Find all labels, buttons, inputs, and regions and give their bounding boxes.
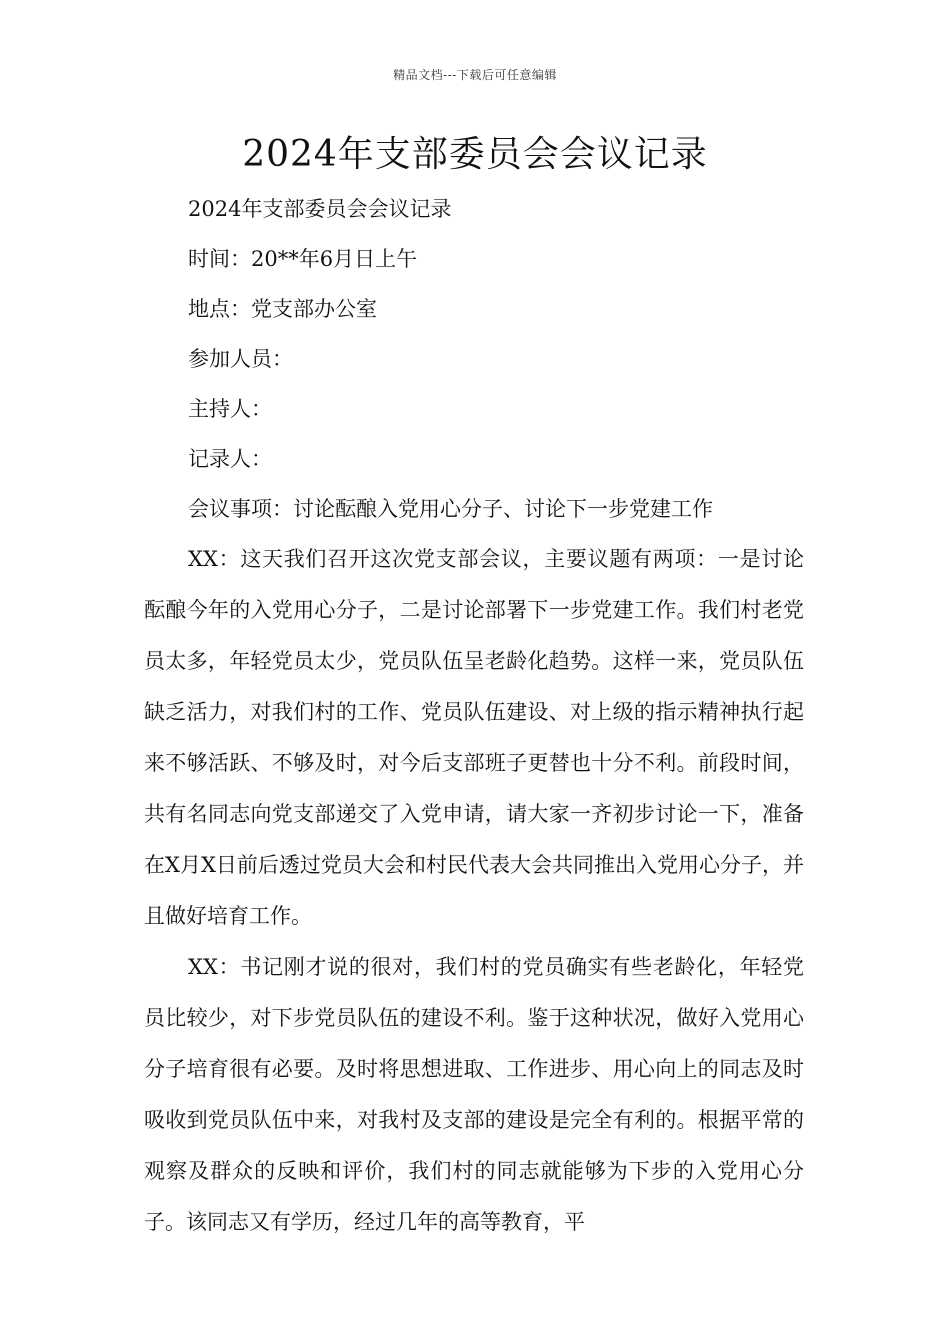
meeting-place: 地点：党支部办公室 bbox=[188, 297, 377, 321]
minutes-paragraph: XX：书记刚才说的很对，我们村的党员确实有些老龄化，年轻党员比较少，对下步党员队伍的建设不利。鉴于这种状况，做好入党用心分子培育很有必要。及时将思想进取、工作进步、用心向上的同志及时吸收到党员队伍中来，对我村及支部的建设是完全有利的。根据平常的观察及群众的反映和评价，我们村的同志就能够为下步的入党用心分子。该同志又有学历，经过几年的高等教育，平 bbox=[144, 955, 804, 1234]
document-subtitle: 2024年支部委员会会议记录 bbox=[188, 197, 452, 221]
minutes-paragraph: XX：这天我们召开这次党支部会议，主要议题有两项：一是讨论酝酿今年的入党用心分子，二是讨论部署下一步党建工作。我们村老党员太多，年轻党员太少，党员队伍呈老龄化趋势。这样一来，党员队伍缺乏活力，对我们村的工作、党员队伍建设、对上级的指示精神执行起来不够活跃、不够及时，对今后支部班子更替也十分不利。前段时间，共有名同志向党支部递交了入党申请，请大家一齐初步讨论一下，准备在X月X日前后透过党员大会和村民代表大会共同推出入党用心分子，并且做好培育工作。 bbox=[144, 547, 804, 928]
page-header-note: 精品文档---下载后可任意编辑 bbox=[393, 68, 557, 82]
meeting-host: 主持人： bbox=[188, 397, 272, 421]
meeting-attendees: 参加人员： bbox=[188, 347, 293, 371]
meeting-minutes-body bbox=[144, 534, 804, 1248]
meeting-recorder: 记录人： bbox=[188, 447, 272, 471]
meeting-agenda: 会议事项：讨论酝酿入党用心分子、讨论下一步党建工作 bbox=[188, 497, 713, 521]
meeting-time: 时间：20**年6月日上午 bbox=[188, 247, 418, 271]
document-title: 2024年支部委员会会议记录 bbox=[242, 134, 708, 175]
meeting-info bbox=[188, 184, 828, 534]
